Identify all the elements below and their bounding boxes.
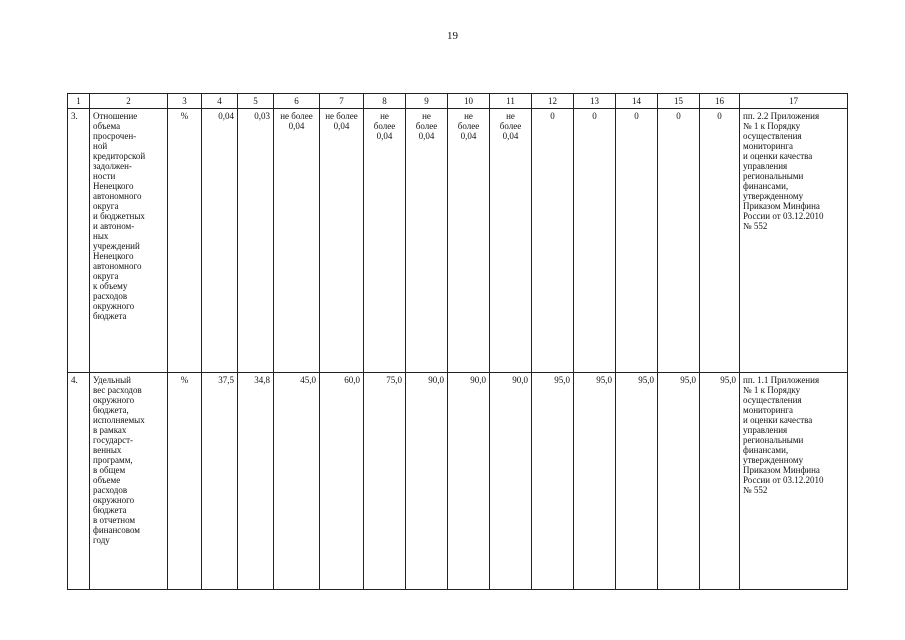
column-number: 10 bbox=[448, 94, 490, 109]
value-cell: 34,8 bbox=[238, 373, 274, 590]
column-number: 7 bbox=[320, 94, 364, 109]
value-cell: 0,03 bbox=[238, 109, 274, 373]
column-number: 1 bbox=[68, 94, 90, 109]
unit-cell: % bbox=[168, 109, 202, 373]
value-cell: 95,0 bbox=[658, 373, 700, 590]
reference-cell: пп. 1.1 Приложения № 1 к Порядку осуществления мониторинга и оценки качества управления региональными финансами, утвержденному Приказом Минфина России от 03.12.2010 № 552 bbox=[740, 373, 848, 590]
value-cell: 0 bbox=[532, 109, 574, 373]
value-cell: не более 0,04 bbox=[320, 109, 364, 373]
value-cell: 75,0 bbox=[364, 373, 406, 590]
value-cell: не более 0,04 bbox=[406, 109, 448, 373]
column-number-row bbox=[68, 94, 848, 109]
column-number: 6 bbox=[274, 94, 320, 109]
column-number: 13 bbox=[574, 94, 616, 109]
table-row bbox=[68, 109, 848, 373]
indicator-name: Удельный вес расходов окружного бюджета, исполняемых в рамках государст- венных программ, в общем объеме расходов окружного бюджета в отчетном финансовом году bbox=[90, 373, 168, 590]
row-number: 3. bbox=[68, 109, 90, 373]
indicator-name: Отношение объема просрочен- ной кредиторской задолжен- ности Ненецкого автономного округа и бюджетных и автоном- ных учреждений Ненецкого автономного округа к объему расходов окружного бюджета bbox=[90, 109, 168, 373]
value-cell: 0 bbox=[574, 109, 616, 373]
value-cell: 95,0 bbox=[700, 373, 740, 590]
value-cell: не более 0,04 bbox=[364, 109, 406, 373]
value-cell: не более 0,04 bbox=[448, 109, 490, 373]
value-cell: 90,0 bbox=[448, 373, 490, 590]
reference-cell: пп. 2.2 Приложения № 1 к Порядку осуществления мониторинга и оценки качества управления региональными финансами, утвержденному Приказом Минфина России от 03.12.2010 № 552 bbox=[740, 109, 848, 373]
page-number: 19 bbox=[447, 30, 458, 42]
unit-cell: % bbox=[168, 373, 202, 590]
table-row bbox=[68, 373, 848, 590]
column-number: 5 bbox=[238, 94, 274, 109]
row-number: 4. bbox=[68, 373, 90, 590]
column-number: 2 bbox=[90, 94, 168, 109]
column-number: 14 bbox=[616, 94, 658, 109]
column-number: 9 bbox=[406, 94, 448, 109]
value-cell: 0 bbox=[616, 109, 658, 373]
column-number: 15 bbox=[658, 94, 700, 109]
column-number: 4 bbox=[202, 94, 238, 109]
value-cell: 0 bbox=[700, 109, 740, 373]
value-cell: 95,0 bbox=[616, 373, 658, 590]
value-cell: 45,0 bbox=[274, 373, 320, 590]
value-cell: 95,0 bbox=[532, 373, 574, 590]
indicators-table bbox=[67, 93, 848, 590]
value-cell: не более 0,04 bbox=[274, 109, 320, 373]
column-number: 17 bbox=[740, 94, 848, 109]
value-cell: 95,0 bbox=[574, 373, 616, 590]
value-cell: 37,5 bbox=[202, 373, 238, 590]
column-number: 8 bbox=[364, 94, 406, 109]
value-cell: 0 bbox=[658, 109, 700, 373]
column-number: 11 bbox=[490, 94, 532, 109]
value-cell: не более 0,04 bbox=[490, 109, 532, 373]
column-number: 3 bbox=[168, 94, 202, 109]
value-cell: 90,0 bbox=[406, 373, 448, 590]
column-number: 12 bbox=[532, 94, 574, 109]
value-cell: 90,0 bbox=[490, 373, 532, 590]
value-cell: 0,04 bbox=[202, 109, 238, 373]
column-number: 16 bbox=[700, 94, 740, 109]
value-cell: 60,0 bbox=[320, 373, 364, 590]
